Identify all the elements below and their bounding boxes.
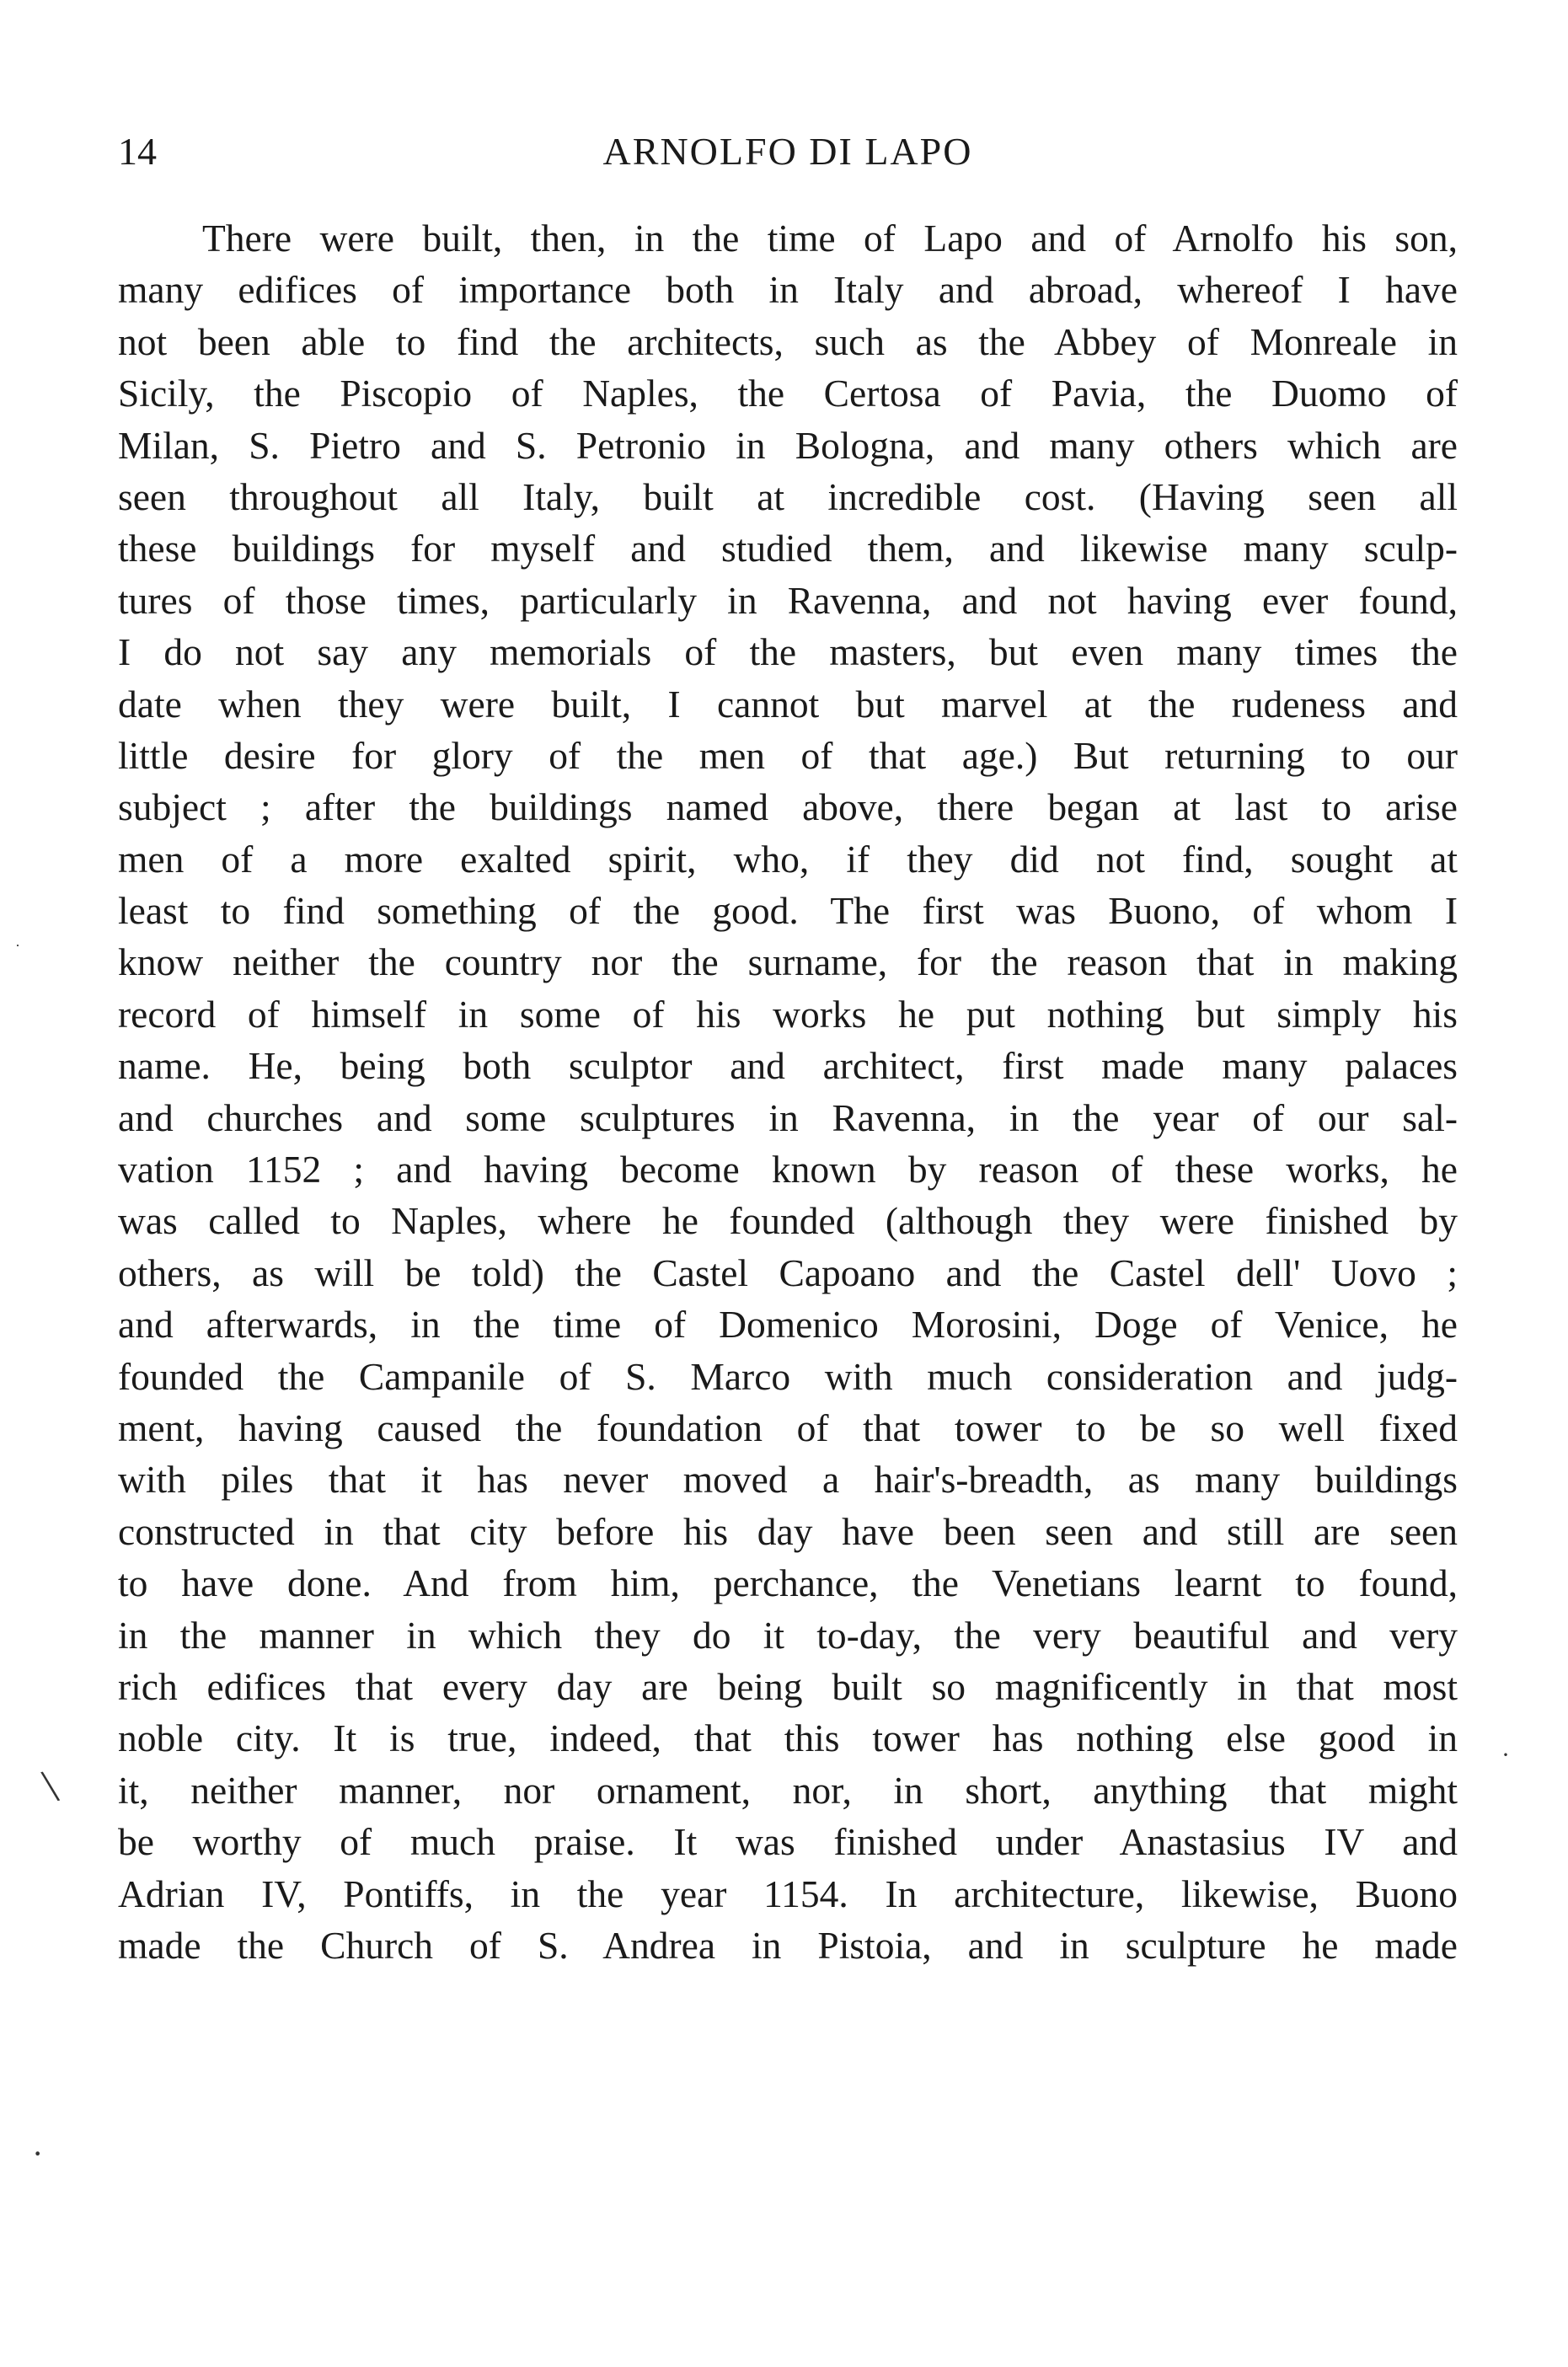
text-line: not been able to find the architects, such as the Abbey of Monreale in (118, 319, 1458, 363)
page-number: 14 (118, 130, 157, 173)
running-head (118, 126, 1458, 177)
text-line: least to find something of the good. The first was Buono, of whom I (118, 889, 1458, 933)
text-line: and afterwards, in the time of Domenico Morosini, Doge of Venice, he (118, 1303, 1458, 1347)
text-line: men of a more exalted spirit, who, if they did not find, sought at (118, 837, 1458, 881)
text-line: ment, having caused the foundation of that tower to be so well fixed (118, 1406, 1458, 1449)
text-line: founded the Campanile of S. Marco with much consideration and judg- (118, 1354, 1458, 1398)
text-line: seen throughout all Italy, built at incredible cost. (Having seen all (118, 474, 1458, 518)
running-title: ARNOLFO DI LAPO (602, 130, 973, 173)
text-line: little desire for glory of the men of that age.) But returning to our (118, 733, 1458, 777)
text-line: others, as will be told) the Castel Capoano and the Castel dell' Uovo ; (118, 1250, 1458, 1294)
text-line: and churches and some sculptures in Ravenna, in the year of our sal- (118, 1095, 1458, 1139)
text-line: with piles that it has never moved a hair's-breadth, as many buildings (118, 1458, 1458, 1502)
text-line: know neither the country nor the surname, for the reason that in making (118, 940, 1458, 984)
margin-dot-mark: · (32, 2134, 44, 2172)
text-line: these buildings for myself and studied them, and likewise many sculp- (118, 527, 1458, 570)
text-line: date when they were built, I cannot but marvel at the rudeness and (118, 682, 1458, 726)
margin-speck-mark: · (15, 937, 20, 954)
text-line: constructed in that city before his day have been seen and still are seen (118, 1509, 1458, 1553)
text-line: record of himself in some of his works he put nothing but simply his (118, 992, 1458, 1036)
text-line: it, neither manner, nor ornament, nor, in short, anything that might (118, 1768, 1458, 1812)
text-line: rich edifices that every day are being built so magnificently in that most (118, 1664, 1458, 1708)
text-line: There were built, then, in the time of Lapo and of Arnolfo his son, (202, 217, 1458, 260)
text-line: Sicily, the Piscopio of Naples, the Certosa of Pavia, the Duomo of (118, 372, 1458, 415)
text-line: noble city. It is true, indeed, that this tower has nothing else good in (118, 1716, 1458, 1760)
text-line: many edifices of importance both in Italy and abroad, whereof I have (118, 268, 1458, 312)
text-line: to have done. And from him, perchance, the Venetians learnt to found, (118, 1561, 1458, 1605)
text-line: vation 1152 ; and having become known by reason of these works, he (118, 1148, 1458, 1192)
text-line: subject ; after the buildings named above, there began at last to arise (118, 785, 1458, 829)
margin-pencil-mark: \ (38, 1759, 62, 1813)
text-line: tures of those times, particularly in Ravenna, and not having ever found, (118, 578, 1458, 622)
margin-dot-mark-right: · (1501, 1741, 1510, 1769)
body-paragraph (118, 212, 1458, 1971)
text-line: in the manner in which they do it to-day, the very beautiful and very (118, 1613, 1458, 1657)
text-line: was called to Naples, where he founded (although they were finished by (118, 1199, 1458, 1243)
text-line: Milan, S. Pietro and S. Petronio in Bologna, and many others which are (118, 423, 1458, 467)
text-line: Adrian IV, Pontiffs, in the year 1154. In architecture, likewise, Buono (118, 1872, 1458, 1915)
text-line: name. He, being both sculptor and architect, first made many palaces (118, 1044, 1458, 1088)
text-line: I do not say any memorials of the masters, but even many times the (118, 630, 1458, 674)
text-line: be worthy of much praise. It was finished under Anastasius IV and (118, 1820, 1458, 1864)
text-line: made the Church of S. Andrea in Pistoia, and in sculpture he made (118, 1923, 1458, 1967)
